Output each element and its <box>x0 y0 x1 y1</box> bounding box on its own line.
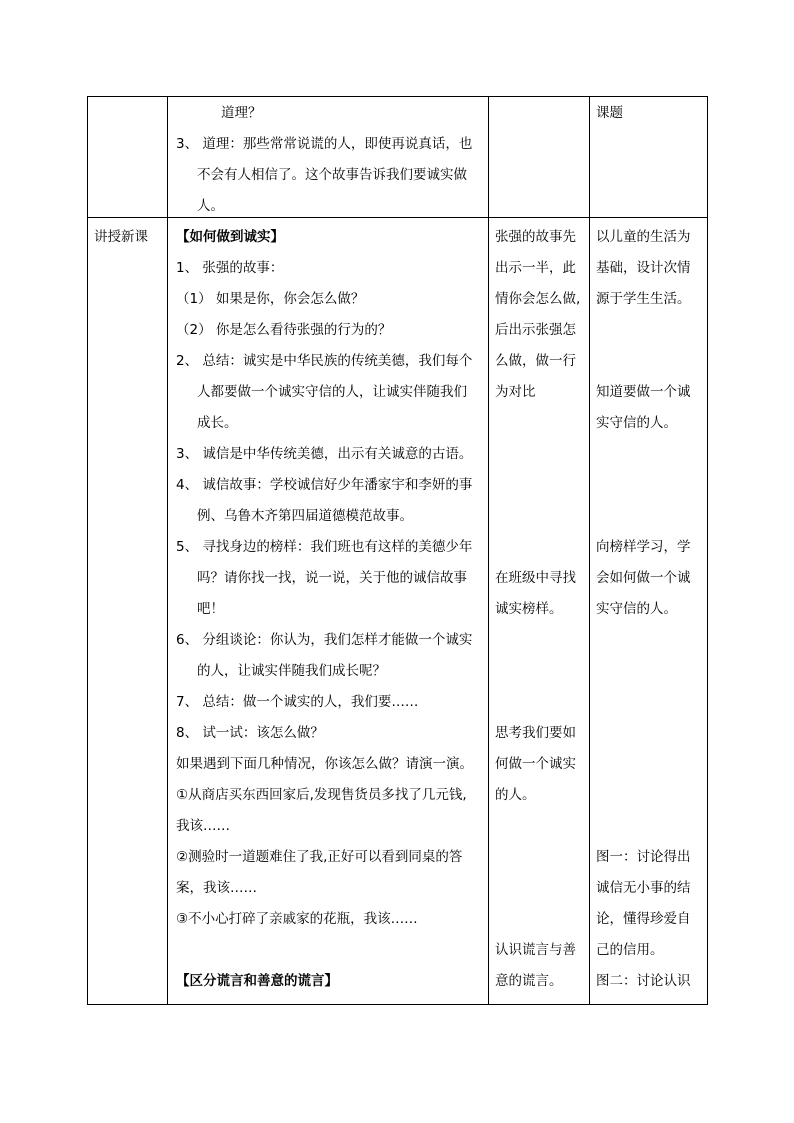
method-line: 情你会怎么做, <box>495 291 581 307</box>
content-line: 6、 分组谈论：你认为，我们怎样才能做一个诚实 <box>176 632 473 648</box>
method-line: 张强的故事先 <box>495 229 576 245</box>
content-line: 8、 试一试：该怎么做？ <box>176 725 324 741</box>
method-line: 么做，做一行 <box>495 353 576 369</box>
table-cell-content <box>168 97 489 218</box>
content-line: 吧！ <box>197 601 224 617</box>
section-label: 讲授新课 <box>94 229 148 245</box>
method-line: 思考我们要如 <box>495 725 576 741</box>
content-line: 道理？ <box>221 105 262 121</box>
content-line: 如果遇到下面几种情况，你该怎么做？请演一演。 <box>176 756 473 772</box>
method-line: 认识谎言与善 <box>495 942 576 958</box>
table-cell-section <box>88 218 168 1005</box>
content-line: ③不小心打碎了亲戚家的花瓶，我该…… <box>176 911 418 927</box>
method-line: 在班级中寻找 <box>495 570 576 586</box>
method-line: 后出示张强怎 <box>495 322 576 338</box>
table-cell-content <box>168 218 489 1005</box>
content-line: （2） 你是怎么看待张强的行为的？ <box>176 322 392 338</box>
method-line: 诚实榜样。 <box>495 601 563 617</box>
content-line: 4、 诚信故事：学校诚信好少年潘家宇和李妍的事 <box>176 477 473 493</box>
content-line: 人。 <box>197 198 224 214</box>
intent-line: 向榜样学习，学 <box>596 539 691 555</box>
intent-line: 源于学生生活。 <box>596 291 691 307</box>
content-line: 的人，让诚实伴随我们成长呢？ <box>197 663 386 679</box>
intent-line: 课题 <box>596 105 623 121</box>
table-cell-section <box>88 97 168 218</box>
content-line: 不会有人相信了。这个故事告诉我们要诚实做 <box>197 167 467 183</box>
intent-line: 图一：讨论得出 <box>596 849 691 865</box>
intent-line: 图二：讨论认识 <box>596 973 691 989</box>
intent-line: 诚信无小事的结 <box>596 880 691 896</box>
content-line: 7、 总结：做一个诚实的人，我们要…… <box>176 694 419 710</box>
method-line: 的人。 <box>495 787 536 803</box>
intent-line: 会如何做一个诚 <box>596 570 691 586</box>
heading-honesty: 【如何做到诚实】 <box>176 229 284 245</box>
intent-line: 以儿童的生活为 <box>596 229 691 245</box>
table-cell-method <box>489 97 590 218</box>
content-line: 1、 张强的故事： <box>176 260 284 276</box>
content-line: 成长。 <box>197 415 238 431</box>
table-row <box>88 97 708 218</box>
content-line: （1） 如果是你，你会怎么做？ <box>176 291 365 307</box>
table-cell-intent <box>590 218 708 1005</box>
content-line: 5、 寻找身边的榜样：我们班也有这样的美德少年 <box>176 539 473 555</box>
table-row <box>88 218 708 1005</box>
method-line: 出示一半，此 <box>495 260 576 276</box>
lesson-plan-table <box>87 96 708 1005</box>
method-line: 何做一个诚实 <box>495 756 576 772</box>
content-line: 我该…… <box>176 818 230 834</box>
table-cell-method <box>489 218 590 1005</box>
heading-white-lie: 【区分谎言和善意的谎言】 <box>176 973 338 989</box>
content-line: ②测验时一道题难住了我,正好可以看到同桌的答 <box>176 849 463 865</box>
content-line: 案，我该…… <box>176 880 257 896</box>
content-line: 3、 道理：那些常常说谎的人，即使再说真话，也 <box>176 136 473 152</box>
intent-line: 实守信的人。 <box>596 415 677 431</box>
intent-line: 论，懂得珍爱自 <box>596 911 691 927</box>
intent-line: 知道要做一个诚 <box>596 384 691 400</box>
content-line: 3、 诚信是中华传统美德，出示有关诚意的古语。 <box>176 446 473 462</box>
intent-line: 基础，设计次情 <box>596 260 691 276</box>
content-line: ①从商店买东西回家后,发现售货员多找了几元钱, <box>176 787 467 803</box>
method-line: 意的谎言。 <box>495 973 563 989</box>
table-cell-intent <box>590 97 708 218</box>
intent-line: 实守信的人。 <box>596 601 677 617</box>
content-line: 吗？请你找一找，说一说，关于他的诚信故事 <box>197 570 467 586</box>
intent-line: 己的信用。 <box>596 942 664 958</box>
content-line: 2、 总结：诚实是中华民族的传统美德，我们每个 <box>176 353 473 369</box>
content-line: 人都要做一个诚实守信的人，让诚实伴随我们 <box>197 384 467 400</box>
content-line: 例、乌鲁木齐第四届道德模范故事。 <box>197 508 413 524</box>
method-line: 为对比 <box>495 384 536 400</box>
